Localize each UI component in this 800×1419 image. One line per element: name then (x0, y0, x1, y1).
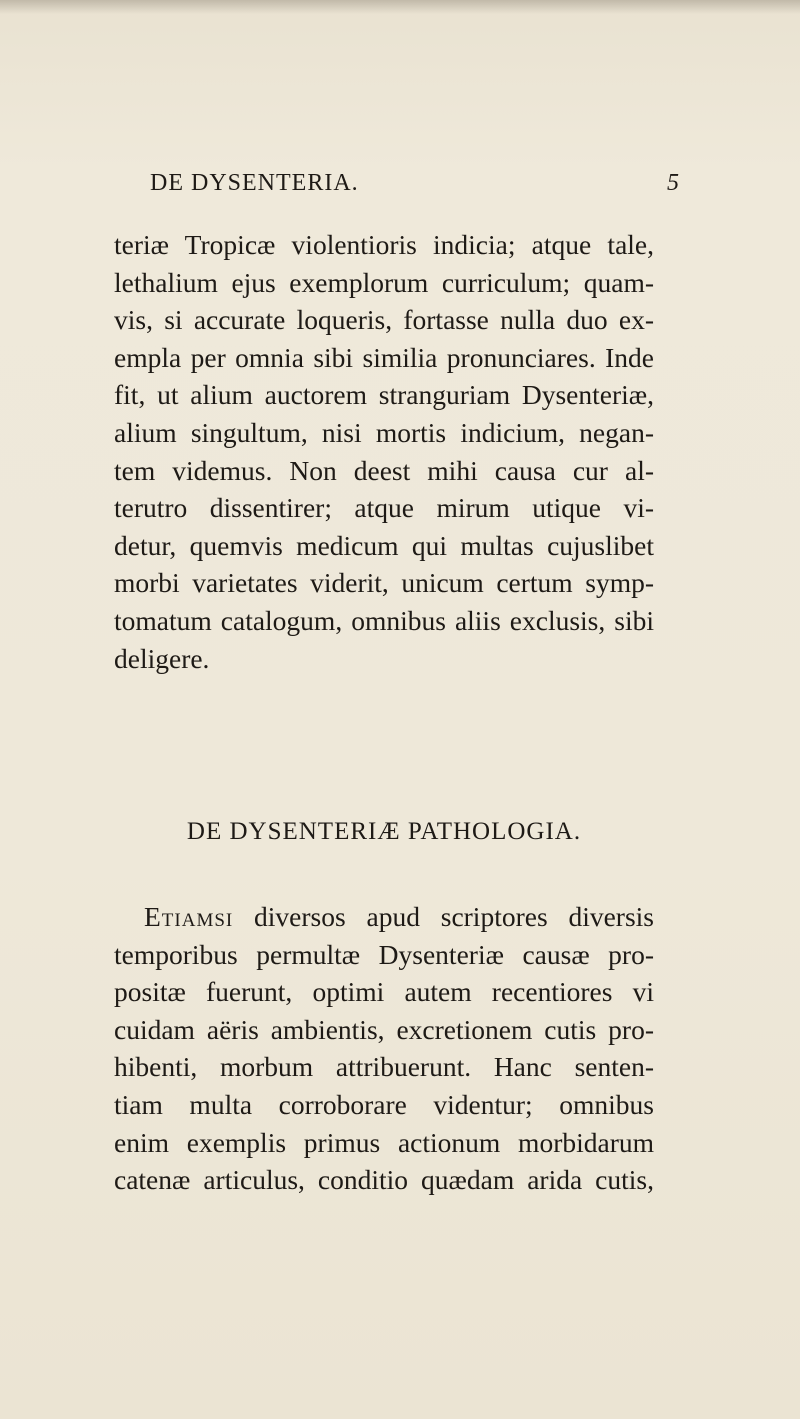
lead-word: Etiamsi (144, 901, 234, 932)
running-title: DE DYSENTERIA. (150, 170, 359, 196)
text-line: tiam multa corroborare videntur; omnibus (114, 1088, 654, 1120)
paragraph-2 (114, 898, 654, 1199)
section-heading: DE DYSENTERIÆ PATHOLOGIA. (186, 818, 582, 845)
page-number: 5 (667, 170, 680, 196)
text-line: temporibus permultæ Dysenteriæ causæ pro- (114, 938, 654, 970)
text-line: detur, quemvis medicum qui multas cujuslibet (114, 529, 654, 561)
first-line-rest: diversos apud scriptores diversis (233, 901, 654, 932)
text-line: tomatum catalogum, omnibus aliis exclusis, sibi (114, 604, 654, 636)
text-line: vis, si accurate loqueris, fortasse nulla duo ex- (114, 304, 654, 336)
text-line: tem videmus. Non deest mihi causa cur al- (114, 454, 654, 486)
page-edge-shadow (0, 0, 800, 14)
text-line: catenæ articulus, conditio quædam arida cutis, (114, 1164, 654, 1196)
text-line: positæ fuerunt, optimi autem recentiores vi (114, 976, 654, 1008)
first-text-line (114, 898, 654, 936)
text-line: terutro dissentirer; atque mirum utique vi- (114, 492, 654, 524)
text-line: alium singultum, nisi mortis indicium, negan- (114, 416, 654, 448)
paragraph-1 (114, 226, 654, 677)
text-line: cuidam aëris ambientis, excretionem cutis pro- (114, 1013, 654, 1045)
text-line: morbi varietates viderit, unicum certum symp- (114, 567, 654, 599)
text-line: hibenti, morbum attribuerunt. Hanc senten- (114, 1051, 654, 1083)
text-line: teriæ Tropicæ violentioris indicia; atque tale, (114, 229, 654, 260)
text-line: enim exemplis primus actionum morbidarum (114, 1126, 654, 1158)
text-line: lethalium ejus exemplorum curriculum; quam- (114, 266, 654, 298)
running-head (150, 170, 680, 200)
text-line: fit, ut alium auctorem stranguriam Dysenteriæ, (114, 379, 654, 411)
text-line: empla per omnia sibi similia pronunciares. Inde (114, 341, 654, 373)
text-line: deligere. (114, 642, 210, 674)
